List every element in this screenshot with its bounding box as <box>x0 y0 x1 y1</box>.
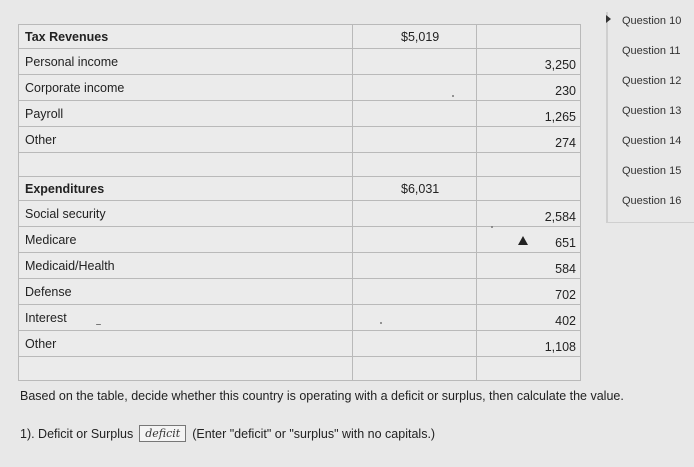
row-value: 3,250 <box>477 49 581 75</box>
table-cell <box>353 279 477 305</box>
row-value: 402 <box>477 305 581 331</box>
table-row <box>19 201 581 227</box>
tax-revenues-total: $5,019 <box>353 25 477 49</box>
budget-table <box>18 24 581 381</box>
question-1-hint: (Enter "deficit" or "surplus" with no capitals.) <box>192 426 436 441</box>
row-label: Social security <box>19 201 353 227</box>
row-value: 702 <box>477 279 581 305</box>
table-cell <box>353 331 477 357</box>
table-cell <box>353 227 477 253</box>
table-cell <box>19 357 353 381</box>
table-row-empty <box>19 357 581 381</box>
row-label: Other <box>19 127 353 153</box>
table-row <box>19 331 581 357</box>
table-row <box>19 127 581 153</box>
row-value: 230 <box>477 75 581 101</box>
table-cell <box>19 153 353 177</box>
stray-dot <box>380 322 382 324</box>
table-cell <box>477 177 581 201</box>
row-label: Medicare <box>19 227 353 253</box>
question-nav-item-14[interactable]: Question 14 <box>606 132 694 162</box>
table-cell <box>353 127 477 153</box>
expenditures-header: Expenditures <box>19 177 353 201</box>
question-nav-item-11[interactable]: Question 11 <box>606 42 694 72</box>
table-cell <box>353 357 477 381</box>
table-cell <box>353 153 477 177</box>
row-label: Corporate income <box>19 75 353 101</box>
table-row <box>19 253 581 279</box>
question-1 <box>20 425 435 442</box>
table-row-empty <box>19 153 581 177</box>
table-cell <box>353 101 477 127</box>
table-row <box>19 49 581 75</box>
table-row <box>19 101 581 127</box>
table-row <box>19 25 581 49</box>
row-label: Medicaid/Health <box>19 253 353 279</box>
row-label: Personal income <box>19 49 353 75</box>
row-value: 1,108 <box>477 331 581 357</box>
question-nav-divider <box>606 222 694 223</box>
row-value: 274 <box>477 127 581 153</box>
table-cell <box>353 49 477 75</box>
question-nav-item-15[interactable]: Question 15 <box>606 162 694 192</box>
expenditures-total: $6,031 <box>353 177 477 201</box>
row-value: 2,584 <box>477 201 581 227</box>
stray-dot <box>491 226 493 228</box>
row-value: 651 <box>477 227 581 253</box>
row-label: Defense <box>19 279 353 305</box>
table-row <box>19 227 581 253</box>
table-cell <box>477 357 581 381</box>
table-row <box>19 75 581 101</box>
question-nav-item-16[interactable]: Question 16 <box>606 192 694 222</box>
question-1-label: 1). Deficit or Surplus <box>20 426 134 441</box>
stray-dash <box>96 324 101 325</box>
table-cell <box>477 153 581 177</box>
question-nav <box>606 12 694 222</box>
table-cell <box>353 305 477 331</box>
row-value: 1,265 <box>477 101 581 127</box>
mouse-cursor-icon <box>518 236 528 245</box>
stray-dot <box>452 95 454 97</box>
table-cell <box>353 253 477 279</box>
deficit-surplus-answer-field[interactable]: deficit <box>139 425 186 442</box>
table-row <box>19 279 581 305</box>
question-nav-item-10[interactable]: Question 10 <box>606 12 694 42</box>
question-nav-item-12[interactable]: Question 12 <box>606 72 694 102</box>
question-prompt: Based on the table, decide whether this country is operating with a deficit or surplus, then calculate the value. <box>20 389 624 403</box>
row-value: 584 <box>477 253 581 279</box>
row-label: Interest <box>19 305 353 331</box>
table-row <box>19 305 581 331</box>
tax-revenues-header: Tax Revenues <box>19 25 353 49</box>
table-row <box>19 177 581 201</box>
table-cell <box>353 201 477 227</box>
row-label: Other <box>19 331 353 357</box>
table-cell <box>353 75 477 101</box>
question-nav-item-13[interactable]: Question 13 <box>606 102 694 132</box>
table-cell <box>477 25 581 49</box>
row-label: Payroll <box>19 101 353 127</box>
